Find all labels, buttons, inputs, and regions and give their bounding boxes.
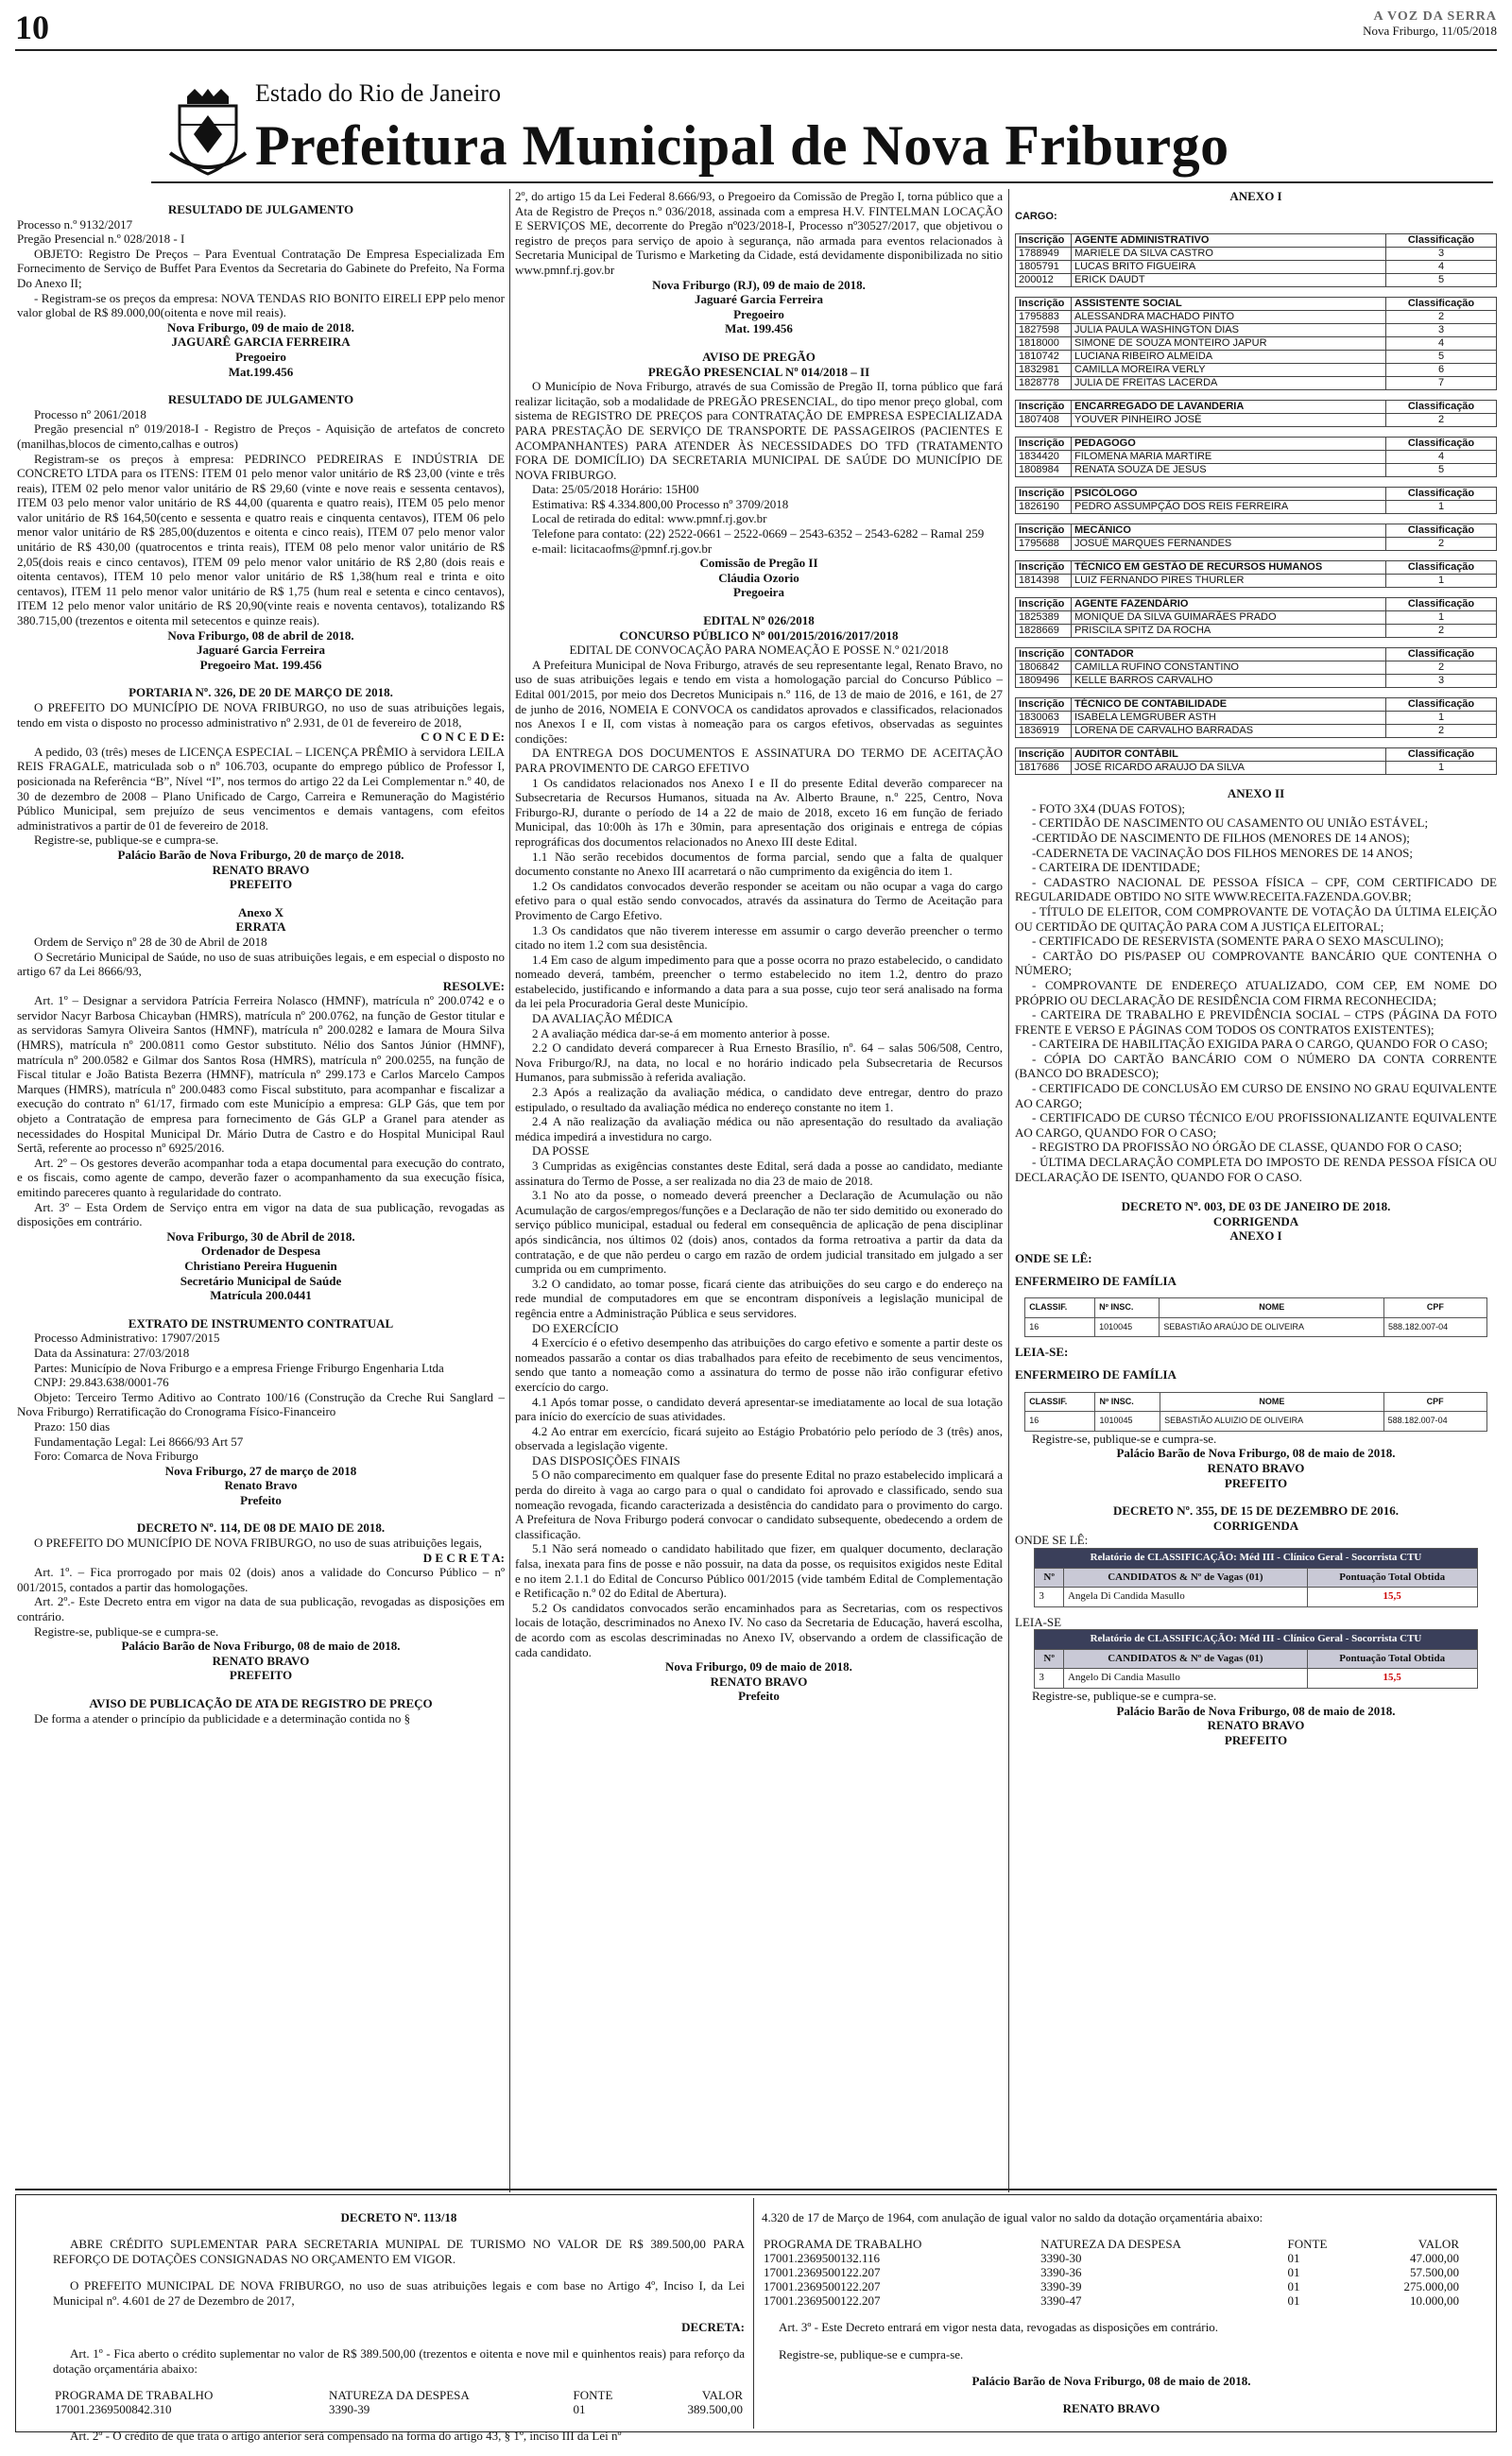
col-classificacao: Classificação (1386, 698, 1497, 712)
col1-paragraph: Art. 3º – Esta Ordem de Serviço entra em vigor na data de sua publicação, revogadas as disposições em contrário. (17, 1199, 505, 1229)
decreto113-art1: Art. 1º - Fica aberto o crédito suplementar no valor de R$ 389.500,00 (trezentos e oitenta e nove mil e quinhentos reais) para reforço da dotação orçamentária abaixo: (53, 2346, 745, 2376)
col-inscricao: Inscrição (1016, 524, 1072, 538)
cargo-name: CONTADOR (1072, 648, 1386, 661)
decreto003-title: DECRETO Nº. 003, DE 03 DE JANEIRO DE 2018. (1121, 1199, 1391, 1214)
col2-paragraph: 4.1 Após tomar posse, o candidato deverá apresentar-se imediatamente ao local de sua lotação para início do exercício de suas atividades. (515, 1394, 1003, 1424)
closing-role: PREFEITO (1224, 1732, 1288, 1747)
classification-table (1015, 524, 1497, 551)
col1-paragraph: OBJETO: Registro De Preços – Para Eventual Contratação De Empresa Especializada Em Fornecimento de Serviço de Buffet Para Eventos da Secretaria do Gabinete do Prefeito, Na Forma Do Anexo II; (17, 246, 505, 290)
decreto113-decreta: DECRETA: (681, 2320, 745, 2335)
col1-paragraph: A pedido, 03 (três) meses de LICENÇA ESPECIAL – LICENÇA PRÊMIO à servidora LEILA REIS FRAGALE, matriculada sob o nº 106.703, ocupante do emprego público de Professor I, posicionada na Referência “B”, Nível “I”, nos termos do artigo 22 da Lei Complementar n.º 40, de 30 de dezembro de 2008 – Plano Unificado de Cargo, Carreira e Remuneração do Magistério Público Municipal, sem prejuízo de seus vencimentos e demais vantagens, com efeitos administrativos a partir de 01 de fevereiro de 2018. (17, 744, 505, 833)
col1-paragraph: Registre-se, publique-se e cumpra-se. (34, 1623, 219, 1639)
document-requirement: - CARTEIRA DE TRABALHO E PREVIDÊNCIA SOCIAL – CTPS (PÁGINA DA FOTO FRENTE E VERSO E PÁGINAS COM TODOS OS CONTRATOS EXISTENTES); (1015, 1007, 1497, 1037)
col-nome: NOME (1160, 1298, 1384, 1318)
col1-paragraph: Matrícula 200.0441 (210, 1288, 312, 1303)
col1-paragraph: Pregoeiro Mat. 199.456 (199, 657, 322, 672)
cargo-label: CARGO: (1015, 210, 1057, 222)
col-classificacao: Classificação (1386, 438, 1497, 451)
col1-paragraph: O PREFEITO DO MUNICÍPIO DE NOVA FRIBURGO, no uso de suas atribuições legais, tendo em vista o disposto no processo administrativo nº 2.931, de 01 de fevereiro de 2018, (17, 700, 505, 730)
col1-paragraph: Processo Administrativo: 17907/2015 (34, 1331, 220, 1346)
col2-paragraph: 4 Exercício é o efetivo desempenho das atribuições do cargo efetivo e somente a partir deste os nomeados passarão a contar os dias trabalhados para efeito de recebimento de seus vencimentos, sendo que tanto a nomeação como a assinatura do termo de posse não irão configurar efetivo exercício do cargo. (515, 1335, 1003, 1394)
col2-paragraph: Comissão de Pregão II (699, 556, 818, 571)
table-row: 1805791 LUCAS BRITO FIGUEIRA 4 (1016, 261, 1497, 274)
decreto-113-left (53, 2198, 745, 2456)
col2-paragraph: e-mail: licitacaofms@pmnf.rj.gov.br (532, 541, 713, 556)
table-row: 1795883 ALESSANDRA MACHADO PINTO 2 (1016, 311, 1497, 324)
col2-paragraph: DA AVALIAÇÃO MÉDICA (532, 1011, 674, 1026)
decreto003-leia: LEIA-SE: (1015, 1345, 1069, 1360)
table-row: 1826190 PEDRO ASSUMPÇÃO DOS REIS FERREIRA 1 (1016, 501, 1497, 514)
decreto-113-right (762, 2198, 1461, 2428)
decreto003-onde: ONDE SE LÊ: (1015, 1251, 1092, 1265)
col-classificacao: Classificação (1386, 561, 1497, 575)
document-requirement: - CERTIDÃO DE NASCIMENTO OU CASAMENTO OU UNIÃO ESTÁVEL; (1032, 816, 1429, 831)
col2-paragraph: 2.4 A não realização da avaliação médica ou não apresentação do resultado da avaliação médica impedirá a investidura no cargo. (515, 1114, 1003, 1143)
col1-paragraph: EXTRATO DE INSTRUMENTO CONTRATUAL (128, 1315, 394, 1331)
col1-paragraph: Nova Friburgo, 08 de abril de 2018. (167, 627, 354, 643)
decreto355-leia: LEIA-SE (1015, 1614, 1062, 1629)
document-requirement: - COMPROVANTE DE ENDEREÇO ATUALIZADO, COM CEP, EM NOME DO PRÓPRIO OU DECLARAÇÃO DE RESIDÊNCIA COM FIRMA RECONHECIDA; (1015, 977, 1497, 1007)
classification-table (1015, 697, 1497, 738)
col1-paragraph: JAGUARÊ GARCIA FERREIRA (171, 335, 351, 350)
document-requirement: - CERTIFICADO DE CONCLUSÃO EM CURSO DE ENSINO NO GRAU EQUIVALENTE AO CARGO; (1015, 1081, 1497, 1110)
col1-paragraph: Christiano Pereira Huguenin (184, 1258, 337, 1273)
col-inscricao: Inscrição (1016, 561, 1072, 575)
col2-paragraph: Cláudia Ozorio (718, 570, 799, 585)
decreto113-anulacao-table: PROGRAMA DE TRABALHO NATUREZA DA DESPESA FONTE VALOR 17001.2369500132.116 3390-30 01 47.000,00 17001.2369500122.207 3390-36 01 57.500,00 17001.2369500122.207 3390-39 01 275.000,00 17001.2369500122.207 3390-47 01 10.000,00 (764, 2237, 1459, 2309)
col2-paragraph: CONCURSO PÚBLICO Nº 001/2015/2016/2017/2018 (619, 627, 899, 643)
col2-paragraph: AVISO DE PREGÃO (702, 349, 816, 364)
col1-paragraph: PORTARIA Nº. 326, DE 20 DE MARÇO DE 2018. (129, 685, 393, 700)
col-classificacao: Classificação (1386, 401, 1497, 414)
table-row: 1828669 PRISCILA SPITZ DA ROCHA 2 (1016, 625, 1497, 638)
col1-paragraph: PREFEITO (229, 1668, 293, 1683)
cargo-name: PSICÓLOGO (1072, 488, 1386, 501)
decreto113-preamble: O PREFEITO MUNICIPAL DE NOVA FRIBURGO, no uso de suas atribuições legais e com base no Artigo 4º, Inciso I, da Lei Municipal nº. 4.601 de 27 de Dezembro de 2017, (53, 2278, 745, 2308)
decreto003-table-wrong: CLASSIF. Nº INSC. NOME CPF 16 1010045 SEBASTIÃO ARAÚJO DE OLIVEIRA 588.182.007-04 (1024, 1297, 1487, 1337)
closing-role: PREFEITO (1224, 1475, 1288, 1490)
table-row: 1818000 SIMONE DE SOUZA MONTEIRO JAPUR 4 (1016, 337, 1497, 351)
col2-paragraph: EDITAL Nº 026/2018 (703, 613, 815, 628)
col2-paragraph: Data: 25/05/2018 Horário: 15H00 (532, 482, 699, 497)
col2-paragraph: DO EXERCÍCIO (532, 1320, 619, 1335)
classification-table (1015, 487, 1497, 514)
section-rule (15, 2189, 1497, 2190)
closing-place: Palácio Barão de Nova Friburgo, 08 de maio de 2018. (971, 2374, 1251, 2389)
publisher-title: Prefeitura Municipal de Nova Friburgo (255, 114, 1229, 177)
column-divider (753, 2198, 754, 2429)
col-inscricao: Inscrição (1016, 234, 1072, 248)
col1-paragraph: C O N C E D E: (421, 730, 505, 745)
col2-paragraph: PREGÃO PRESENCIAL Nº 014/2018 – II (647, 364, 870, 379)
col1-paragraph: Art. 2º.- Este Decreto entra em vigor na data de sua publicação, revogadas as disposições em contrário. (17, 1594, 505, 1624)
col-classificacao: Classificação (1386, 524, 1497, 538)
col-classificacao: Classificação (1386, 488, 1497, 501)
col-classif: CLASSIF. (1025, 1298, 1095, 1318)
col1-paragraph: Foro: Comarca de Nova Friburgo (34, 1449, 198, 1464)
column-divider (509, 189, 510, 2192)
document-requirement: - CÓPIA DO CARTÃO BANCÁRIO COM O NÚMERO DA CONTA CORRENTE (BANCO DO BRADESCO); (1015, 1051, 1497, 1081)
col2-paragraph: DA ENTREGA DOS DOCUMENTOS E ASSINATURA DO TERMO DE ACEITAÇÃO PARA PROVIMENTO DE CARGO EFETIVO (515, 746, 1003, 775)
table-row: 1807408 YOUVER PINHEIRO JOSÉ 2 (1016, 414, 1497, 427)
classification-table (1015, 560, 1497, 588)
decreto003-table-right: CLASSIF. Nº INSC. NOME CPF 16 1010045 SEBASTIÃO ALUIZIO DE OLIVEIRA 588.182.007-04 (1024, 1392, 1487, 1432)
state-name: Estado do Rio de Janeiro (255, 79, 501, 107)
document-requirement: - CERTIFICADO DE RESERVISTA (SOMENTE PARA O SEXO MASCULINO); (1032, 934, 1444, 949)
col2-paragraph: 1.2 Os candidatos convocados deverão responder se aceitam ou não ocupar a vaga do cargo efetivo para o qual estão sendo convocados, através da assinatura do Termo de Aceitação para Provimento de Cargo Efetivo. (515, 878, 1003, 922)
document-requirement: - ÚLTIMA DECLARAÇÃO COMPLETA DO IMPOSTO DE RENDA PESSOA FÍSICA OU DECLARAÇÃO DE ISENTO, QUANDO FOR O CASO. (1015, 1155, 1497, 1184)
col1-paragraph: Art. 1º. – Fica prorrogado por mais 02 (dois) anos a validade do Concurso Público – nº 001/2015, contados a partir das homologações. (17, 1565, 505, 1594)
col1-paragraph: RESULTADO DE JULGAMENTO (167, 202, 354, 216)
col1-paragraph: O Secretário Municipal de Saúde, no uso de suas atribuições legais, e em especial o disposto no artigo 67 da Lei 8666/93, (17, 949, 505, 979)
col1-paragraph: Nova Friburgo, 30 de Abril de 2018. (166, 1228, 355, 1244)
col2-paragraph: 2 A avaliação médica dar-se-á em momento anterior à posse. (532, 1025, 831, 1040)
top-rule (15, 49, 1497, 51)
table-row: 1836919 LORENA DE CARVALHO BARRADAS 2 (1016, 725, 1497, 738)
closing-place: Palácio Barão de Nova Friburgo, 08 de maio de 2018. (1116, 1446, 1396, 1461)
col-cpf: CPF (1384, 1298, 1487, 1318)
document-requirement: -CADERNETA DE VACINAÇÃO DOS FILHOS MENORES DE 14 ANOS; (1032, 845, 1413, 860)
document-requirement: - TÍTULO DE ELEITOR, COM COMPROVANTE DE VOTAÇÃO DA ÚLTIMA ELEIÇÃO OU CERTIDÃO DE QUITAÇÃO PARA COM A JUSTIÇA ELEITORAL; (1015, 903, 1497, 934)
col1-paragraph: Art. 2º – Os gestores deverão acompanhar toda a etapa documental para execução do contrato, e os fiscais, como agente de campo, deverão fazer o acompanhamento da sua execução física, emitindo pareceres quanto à regularidade do contrato. (17, 1155, 505, 1199)
col-inscricao: Inscrição (1016, 698, 1072, 712)
col2-paragraph: Mat. 199.456 (725, 321, 793, 336)
col1-paragraph: Objeto: Terceiro Termo Aditivo ao Contrato 100/16 (Construção da Creche Rui Sanglard – Nova Friburgo) Rerratificação do Cronograma Físico-Financeiro (17, 1389, 505, 1419)
column-2 (515, 189, 1003, 1704)
col2-paragraph: Pregoeira (733, 585, 784, 600)
cargo-name: PEDAGOGO (1072, 438, 1386, 451)
page-number: 10 (15, 9, 49, 46)
col1-paragraph: Ordenador de Despesa (200, 1244, 321, 1259)
closing-registre: Registre-se, publique-se e cumpra-se. (1032, 1431, 1217, 1446)
city-crest-icon (161, 87, 255, 181)
closing-signer: RENATO BRAVO (1207, 1460, 1305, 1475)
col1-paragraph: DECRETO Nº. 114, DE 08 DE MAIO DE 2018. (136, 1520, 386, 1536)
col2-paragraph: DA POSSE (532, 1143, 590, 1159)
document-requirement: -CERTIDÃO DE NASCIMENTO DE FILHOS (MENORES DE 14 ANOS); (1032, 830, 1410, 845)
col-inscricao: Inscrição (1016, 438, 1072, 451)
classification-table (1015, 400, 1497, 427)
title-rule (151, 181, 1493, 183)
closing-signer: RENATO BRAVO (1207, 1718, 1305, 1733)
col1-paragraph: Palácio Barão de Nova Friburgo, 08 de maio de 2018. (121, 1639, 401, 1654)
cargo-name: ENCARREGADO DE LAVANDERIA (1072, 401, 1386, 414)
col1-paragraph: Prefeito (240, 1492, 282, 1507)
classification-table (1015, 437, 1497, 477)
col1-paragraph: O PREFEITO DO MUNICÍPIO DE NOVA FRIBURGO, no uso de suas atribuições legais, (34, 1536, 483, 1551)
col1-paragraph: Registre-se, publique-se e cumpra-se. (34, 833, 219, 848)
col2-paragraph: Prefeito (738, 1689, 780, 1704)
col1-paragraph: Pregão Presencial n.º 028/2018 - I (17, 232, 185, 247)
classification-table (1015, 233, 1497, 287)
column-divider (1008, 189, 1009, 2192)
col1-paragraph: RESOLVE: (442, 978, 505, 993)
anexo1-title: ANEXO I (1229, 189, 1282, 203)
col-classificacao: Classificação (1386, 234, 1497, 248)
col-classificacao: Classificação (1386, 298, 1497, 311)
decreto355-table-right: Relatório de CLASSIFICAÇÃO: Méd III - Clínico Geral - Socorrista CTU Nº CANDIDATOS & Nº de Vagas (01) Pontuação Total Obtida 3 Angelo Di Candia Masullo 15,5 (1034, 1629, 1477, 1689)
col1-paragraph: Palácio Barão de Nova Friburgo, 20 de março de 2018. (117, 847, 404, 862)
table-row: 1788949 MARIELE DA SILVA CASTRO 3 (1016, 248, 1497, 261)
col2-paragraph: 5 O não comparecimento em qualquer fase do presente Edital no prazo estabelecido implicará a perda do direito à vaga ao cargo para o qual o candidato foi aprovado e classificado, sendo sua nomeação revogada, ficando caracterizada a desistência do candidato para o provimento do cargo. A Prefeitura de Nova Friburgo poderá convocar o candidato subsequente, obedecendo a ordem de classificação. (515, 1468, 1003, 1541)
col2-paragraph: Estimativa: R$ 4.334.800,00 Processo nº 3709/2018 (532, 496, 789, 511)
decreto113-table: PROGRAMA DE TRABALHO NATUREZA DA DESPESA FONTE VALOR 17001.2369500842.310 3390-39 01 389.500,00 (55, 2388, 743, 2417)
col2-paragraph: 4.2 Ao entrar em exercício, ficará sujeito ao Estágio Probatório pelo período de 3 (três) anos, observada a legislação vigente. (515, 1423, 1003, 1453)
cargo-name: AUDITOR CONTÁBIL (1072, 748, 1386, 762)
col2-paragraph: Nova Friburgo, 09 de maio de 2018. (665, 1659, 852, 1675)
col-inscricao: Inscrição (1016, 488, 1072, 501)
decreto113-title: DECRETO Nº. 113/18 (340, 2210, 457, 2224)
table-row: 1827598 JULIA PAULA WASHINGTON DIAS 3 (1016, 324, 1497, 337)
col2-paragraph: 3 Cumpridas as exigências constantes deste Edital, será dada a posse ao candidato, mediante assinatura do Termo de Posse, a ser realizada no dia 23 de maio de 2018. (515, 1159, 1003, 1188)
table-row: 1806842 CAMILLA RUFINO CONSTANTINO 2 (1016, 661, 1497, 675)
col2-paragraph: 2º, do artigo 15 da Lei Federal 8.666/93, o Pregoeiro da Comissão de Pregão I, torna público que a Ata de Registro de Preços n.º 036/2018, assinada com a empresa H.V. FINTELMAN LOCAÇÃO E SERVIÇOS ME, decorrente do Pregão nº023/2018-I, Processo nº30527/2017, que objetivou o registro de preços para serviço de apoio à segurança, não armada para eventos relacionados à Secretaria Municipal de Turismo e Marketing da Cidade, está devidamente disponibilizada no sitio www.pmnf.rj.gov.br (515, 189, 1003, 277)
col1-paragraph: RENATO BRAVO (212, 1653, 310, 1668)
col2-paragraph: 3.2 O candidato, ao tomar posse, ficará ciente das atribuições do seu cargo e do endereço na rede mundial de computadores em que se encontram disponíveis a legislação municipal de regência entre a Administração Pública e seus servidores. (515, 1276, 1003, 1320)
col1-paragraph: Renato Bravo (224, 1478, 298, 1493)
decreto355-table-wrong: Relatório de CLASSIFICAÇÃO: Méd III - Clínico Geral - Socorrista CTU Nº CANDIDATOS & Nº de Vagas (01) Pontuação Total Obtida 3 Angela Di Candida Masullo 15,5 (1034, 1548, 1477, 1607)
document-requirement: - CARTEIRA DE IDENTIDADE; (1032, 860, 1200, 875)
cargo-name: AGENTE FAZENDÁRIO (1072, 598, 1386, 611)
col1-paragraph: De forma a atender o princípio da publicidade e a determinação contida no § (34, 1710, 411, 1726)
col-insc: Nº INSC. (1095, 1298, 1160, 1318)
col2-paragraph: A Prefeitura Municipal de Nova Friburgo, através de seu representante legal, Renato Bravo, no uso de suas atribuições legais e tendo em vista a homologação parcial do Concurso Público – Edital 001/2015, por meio dos Decretos Municipais n.º 116, de 13 de maio de 2016, e 161, de 27 de junho de 2016, NOMEIA E CONVOCA os candidatos aprovados e classificados, relacionados nos Anexos I e II, com vistas à nomeação para os cargos efetivos, observadas as seguintes condições: (515, 657, 1003, 746)
anexo2-title: ANEXO II (1227, 786, 1285, 801)
cargo-name: MECÂNICO (1072, 524, 1386, 538)
col1-paragraph: D E C R E T A: (422, 1550, 505, 1565)
table-row: 1814398 LUIZ FERNANDO PIRES THURLER 1 (1016, 575, 1497, 588)
closing-signer: RENATO BRAVO (1062, 2400, 1160, 2415)
col1-paragraph: Mat.199.456 (228, 364, 294, 379)
issue-date: Nova Friburgo, 11/05/2018 (1363, 24, 1497, 38)
document-requirement: - CARTEIRA DE HABILITAÇÃO EXIGIDA PARA O CARGO, QUANDO FOR O CASO; (1032, 1037, 1488, 1052)
decreto355-sub: CORRIGENDA (1212, 1518, 1299, 1533)
document-requirement: - FOTO 3X4 (DUAS FOTOS); (1032, 800, 1186, 816)
col-inscricao: Inscrição (1016, 298, 1072, 311)
decreto355-onde: ONDE SE LÊ: (1015, 1533, 1089, 1548)
col1-paragraph: Pregoeiro (235, 349, 286, 364)
col1-paragraph: CNPJ: 29.843.638/0001-76 (34, 1375, 169, 1390)
col2-paragraph: Pregoeiro (733, 306, 784, 321)
col2-paragraph: Local de retirada do edital: www.pmnf.rj.gov.br (532, 511, 767, 526)
col2-paragraph: 2.2 O candidato deverá comparecer à Rua Ernesto Brasílio, nº. 64 – salas 506/508, Centro, Nova Friburgo/RJ, na data, no local e no horário indicado pela Subsecretaria de Recursos Humanos, para submissão à referida avaliação. (515, 1040, 1003, 1085)
decreto355-title: DECRETO Nº. 355, DE 15 DE DEZEMBRO DE 2016. (1112, 1503, 1399, 1519)
col1-paragraph: Prazo: 150 dias (34, 1418, 111, 1434)
col2-paragraph: 1.4 Em caso de algum impedimento para que a posse ocorra no prazo estabelecido, o candidato nomeado deverá, também, preencher o termo estabelecido no item 1.2, dentro do prazo estabelecido, justificando e informando a data para a sua posse, cujo teor será analisado na forma da lei pela Procuradoria Geral deste Município. (515, 952, 1003, 1011)
document-requirement: - CARTÃO DO PIS/PASEP OU COMPROVANTE BANCÁRIO QUE CONTENHA O NÚMERO; (1015, 948, 1497, 978)
col1-paragraph: Jaguaré Garcia Ferreira (197, 643, 325, 658)
document-requirement: - CERTIFICADO DE CURSO TÉCNICO E/OU PROFISSIONALIZANTE EQUIVALENTE AO CARGO, QUANDO FOR O CASO; (1015, 1110, 1497, 1140)
col1-paragraph: Fundamentação Legal: Lei 8666/93 Art 57 (34, 1434, 244, 1449)
col1-paragraph: RESULTADO DE JULGAMENTO (167, 392, 354, 407)
classification-table (1015, 297, 1497, 390)
col1-paragraph: RENATO BRAVO (212, 862, 310, 877)
column-1 (17, 189, 505, 1726)
table-row: 1832981 CAMILLA MOREIRA VERLY 6 (1016, 364, 1497, 377)
col1-paragraph: PREFEITO (229, 877, 293, 892)
table-row: 1817686 JOSÉ RICARDO ARAÚJO DA SILVA 1 (1016, 762, 1497, 775)
col2-paragraph: 1 Os candidatos relacionados nos Anexo I e II do presente Edital deverão comparecer na Subsecretaria de Recursos Humanos, situada na Av. Alberto Braune, n.º 225, Centro, Nova Friburgo-RJ, durante o período de 14 a 22 de maio de 2018, exceto 16 em função de feriado Municipal, das 10:00h às 17h e 30min, para apresentação dos originais e entrega de cópias reprográficas dos documentos relacionados no Anexo III deste Edital. (515, 775, 1003, 849)
col1-paragraph: Registram-se os preços à empresa: PEDRINCO PEDREIRAS E INDÚSTRIA DE CONCRETO LTDA para os ITENS: ITEM 01 pelo menor valor unitário de R$ 23,00 (vinte e três reais), ITEM 02 pelo menor valor unitário de R$ 29,60 (vinte e nove reais e sessenta centavos), ITEM 03 pelo menor valor unitário de R$ 44,00 (quarenta e quatro reais), ITEM 05 pelo menor valor unitário de R$ 164,50(cento e sessenta e quatro reais e cinquenta centavos), ITEM 06 pelo menor valor unitário de R$ 285,00(duzentos e oitenta e cinco reais), ITEM 07 pelo menor valor unitário de R$ 430,00 (quatrocentos e trinta reais), ITEM 08 pelo menor valor unitário de R$ 2,05(dois reais e cinco centavos), ITEM 09 pelo menor valor unitário de R$ 2,80 (dois reais e oitenta centavos), ITEM 10 pelo menor valor unitário de R$ 1,38(hum real e trinta e oito centavos), ITEM 11 pelo menor valor unitário de R$ 1,75 (hum real e setenta e cinco centavos), ITEM 12 pelo menor valor unitário de R$ 20,90(vinte reais e noventa centavos), totalizando R$ 380.715,00 (trezentos e oitenta mil setecentos e quinze reais). (17, 451, 505, 628)
table-row: 1834420 FILOMENA MARIA MARTIRE 4 (1016, 451, 1497, 464)
col1-paragraph: Nova Friburgo, 09 de maio de 2018. (167, 319, 354, 335)
classification-table (1015, 747, 1497, 775)
col1-paragraph: Processo nº 2061/2018 (34, 406, 146, 421)
masthead-info (1363, 9, 1497, 38)
col2-paragraph: 5.1 Não será nomeado o candidato habilitado que fizer, em qualquer documento, declaração falsa, inexata para fins de posse e não possuir, na data da posse, os requisitos exigidos neste Edital e no item 2.1.1 do Edital de Concurso Público 001/2015 (vide também Edital de Complementação e Retificação n.º 02 do Edital de Abertura). (515, 1541, 1003, 1601)
col1-paragraph: - Registram-se os preços da empresa: NOVA TENDAS RIO BONITO EIRELI EPP pelo menor valor global de R$ 89.000,00(oitenta e nove mil reais). (17, 290, 505, 320)
anexo1-tables (1015, 233, 1497, 775)
col2-paragraph: RENATO BRAVO (710, 1674, 808, 1689)
closing-registre: Registre-se, publique-se e cumpra-se. (1032, 1689, 1217, 1704)
anexo2-list (1015, 801, 1497, 1184)
col-classificacao: Classificação (1386, 648, 1497, 661)
table-row: 1809496 KELLE BARROS CARVALHO 3 (1016, 675, 1497, 688)
col1-paragraph: Processo n.º 9132/2017 (17, 216, 133, 232)
decreto113-intro: 4.320 de 17 de Março de 1964, com anulação de igual valor no saldo da dotação orçamentária abaixo: (762, 2210, 1263, 2224)
closing-registre: Registre-se, publique-se e cumpra-se. (779, 2346, 964, 2362)
col1-paragraph: Nova Friburgo, 27 de março de 2018 (164, 1463, 357, 1478)
decreto113-art2: Art. 2º - O crédito de que trata o artigo anterior será compensado na forma do artigo 43, § 1º, inciso III da Lei nº (70, 2429, 622, 2444)
col1-paragraph: Anexo X (237, 904, 284, 919)
document-requirement: - CADASTRO NACIONAL DE PESSOA FÍSICA – CPF, COM CERTIFICADO DE REGULARIDADE OBTIDO NO SITE WWW.RECEITA.FAZENDA.GOV.BR; (1015, 874, 1497, 904)
col1-paragraph: Pregão presencial nº 019/2018-I - Registro de Preços - Aquisição de artefatos de concreto (manilhas,blocos de cimento,calhas e outros) (17, 421, 505, 451)
classification-table (1015, 647, 1497, 688)
document-requirement: - REGISTRO DA PROFISSÃO NO ÓRGÃO DE CLASSE, QUANDO FOR O CASO; (1032, 1140, 1463, 1155)
col2-paragraph: Nova Friburgo (RJ), 09 de maio de 2018. (652, 277, 866, 292)
table-row: 1828778 JULIA DE FREITAS LACERDA 7 (1016, 377, 1497, 390)
col1-paragraph: Data da Assinatura: 27/03/2018 (34, 1345, 190, 1360)
publication-name: A VOZ DA SERRA (1373, 9, 1497, 24)
column-3 (1015, 189, 1497, 1747)
col2-paragraph: 5.2 Os candidatos convocados serão encaminhados para as Secretarias, com os respectivos locais de lotação, descriminados no Anexo IV. No caso da Secretaria de Educação, haverá escolha, de acordo com as escolas descriminadas no Anexo IV, observando a ordem de classificação de cada candidato. (515, 1600, 1003, 1659)
col1-paragraph: Art. 1º – Designar a servidora Patrícia Ferreira Nolasco (HMNF), matrícula nº 200.0742 e o servidor Nacyr Barbosa Chicayban (HMRS), matrícula nº 200.0762, na função de Gestor titular e as servidoras Samyra Oliveira Santos (HMNF), matrícula nº 200.0282 e Iamara de Moura Silva (HMRS), matrícula nº 200.0811 como Gestor substituto. Nélio dos Santos Júnior (HMNF), matrícula nº 200.0582 e Gilmar dos Santos Rosa (HMRS), matrícula nº 200.0255, na função de Fiscal titular e João Batista Bezerra (HMNF), matrícula nº 299.173 e Carlos Marcelo Campos Marques (HMRS), matrícula nº 200.0483 como Fiscal substituto, para acompanhar e fiscalizar a execução do contrato nº 61/17, firmado com este Município a empresa: GLP Gás, que tem por objeto a Contratação de empresa para fornecimento de Gás GLP a Granel para atender as necessidades do Hospital Municipal Dr. Mário Dutra de Castro e do Hospital Municipal Raul Sertã, referente ao processo nº 6925/2016. (17, 993, 505, 1156)
col2-paragraph: 1.1 Não serão recebidos documentos de forma parcial, sendo que a falta de qualquer documento constante no Anexo III acarretará o não cumprimento da exigência do item 1. (515, 849, 1003, 879)
col-classificacao: Classificação (1386, 598, 1497, 611)
closing-place: Palácio Barão de Nova Friburgo, 08 de maio de 2018. (1116, 1703, 1396, 1718)
decreto003-sub: CORRIGENDA (1212, 1213, 1299, 1228)
col2-paragraph: DAS DISPOSIÇÕES FINAIS (532, 1452, 680, 1468)
col-inscricao: Inscrição (1016, 748, 1072, 762)
col2-paragraph: 1.3 Os candidatos que não tiverem interesse em assumir o cargo deverão preencher o termo citado no item 1.2 com sua desistência. (515, 922, 1003, 953)
table-row: 1808984 RENATA SOUZA DE JESUS 5 (1016, 464, 1497, 477)
col2-paragraph: 2.3 Após a realização da avaliação médica, o candidato deve entregar, dentro do prazo estipulado, o resultado da avaliação médica no endereço constante no item 1. (515, 1085, 1003, 1114)
col1-paragraph: Partes: Município de Nova Friburgo e a empresa Frienge Friburgo Engenharia Ltda (34, 1360, 444, 1375)
table-row: 1830063 ISABELA LEMGRUBER ASTH 1 (1016, 712, 1497, 725)
col1-paragraph: ERRATA (235, 919, 286, 935)
classification-table (1015, 597, 1497, 638)
decreto113-ementa: ABRE CRÉDITO SUPLEMENTAR PARA SECRETARIA MUNIPAL DE TURISMO NO VALOR DE R$ 389.500,00 PARA REFORÇO DE DOTAÇÕES CONSIGNADAS NO ORÇAMENTO EM VIGOR. (53, 2237, 745, 2266)
cargo-name: TÉCNICO EM GESTÃO DE RECURSOS HUMANOS (1072, 561, 1386, 575)
table-row: 200012 ERICK DAUDT 5 (1016, 274, 1497, 287)
col-classificacao: Classificação (1386, 748, 1497, 762)
decreto003-anexo: ANEXO I (1229, 1228, 1282, 1244)
col1-paragraph: Ordem de Serviço nº 28 de 30 de Abril de 2018 (34, 934, 267, 949)
col1-paragraph: AVISO DE PUBLICAÇÃO DE ATA DE REGISTRO DE PREÇO (89, 1696, 433, 1710)
table-row: 1810742 LUCIANA RIBEIRO ALMEIDA 5 (1016, 351, 1497, 364)
col2-paragraph: O Município de Nova Friburgo, através de sua Comissão de Pregão II, torna público que fará realizar licitação, sob a modalidade de PREGÃO PRESENCIAL, do tipo menor preço global, com sistema de REGISTRO DE PREÇOS para CONTRATAÇÃO DE EMPRESA ESPECIALIZADA PARA PRESTAÇÃO DE SERVIÇO DE TRANSPORTE DE PASSAGEIROS (PACIENTES E ACOMPANHANTES) PARA ATENDER ÀS NECESSIDADES DO TFD (TRATAMENTO FORA DE DOMICÍLIO) DA SECRETARIA MUNICIPAL DE SAÚDE DO MUNICÍPIO DE NOVA FRIBURGO. (515, 379, 1003, 482)
col2-paragraph: Jaguaré Garcia Ferreira (695, 292, 823, 307)
cargo-name: AGENTE ADMINISTRATIVO (1072, 234, 1386, 248)
cargo-name: TÉCNICO DE CONTABILIDADE (1072, 698, 1386, 712)
decreto003-cargo: ENFERMEIRO DE FAMÍLIA (1015, 1273, 1177, 1288)
col-inscricao: Inscrição (1016, 598, 1072, 611)
col-inscricao: Inscrição (1016, 648, 1072, 661)
col2-paragraph: 3.1 No ato da posse, o nomeado deverá preencher a Declaração de Acumulação ou não Acumulação de cargos/empregos/funções e a Declaração de não ter sido demitido ou exonerado do serviço público municipal, estadual ou federal em consequência de aplicação de pena disciplinar após sindicância, nos últimos 02 (dois) anos, contados da forma retroativa a partir da data da contratação, e de que não perdeu o cargo em razão de ordem judicial transitado em julgado a ser cumprida ou em cumprimento. (515, 1188, 1003, 1277)
decreto003-cargo-2: ENFERMEIRO DE FAMÍLIA (1015, 1366, 1177, 1382)
col-inscricao: Inscrição (1016, 401, 1072, 414)
col1-paragraph: Secretário Municipal de Saúde (180, 1273, 342, 1288)
table-row: 1825389 MONIQUE DA SILVA GUIMARÃES PRADO 1 (1016, 611, 1497, 625)
col2-paragraph: EDITAL DE CONVOCAÇÃO PARA NOMEAÇÃO E POSSE N.º 021/2018 (569, 643, 949, 658)
decreto113-art3: Art. 3º - Este Decreto entrará em vigor nesta data, revogadas as disposições em contrário. (779, 2320, 1218, 2335)
table-row: 1795688 JOSUÉ MARQUES FERNANDES 2 (1016, 538, 1497, 551)
col2-paragraph: Telefone para contato: (22) 2522-0661 – 2522-0669 – 2543-6352 – 2543-6282 – Ramal 259 (532, 526, 985, 541)
cargo-name: ASSISTENTE SOCIAL (1072, 298, 1386, 311)
